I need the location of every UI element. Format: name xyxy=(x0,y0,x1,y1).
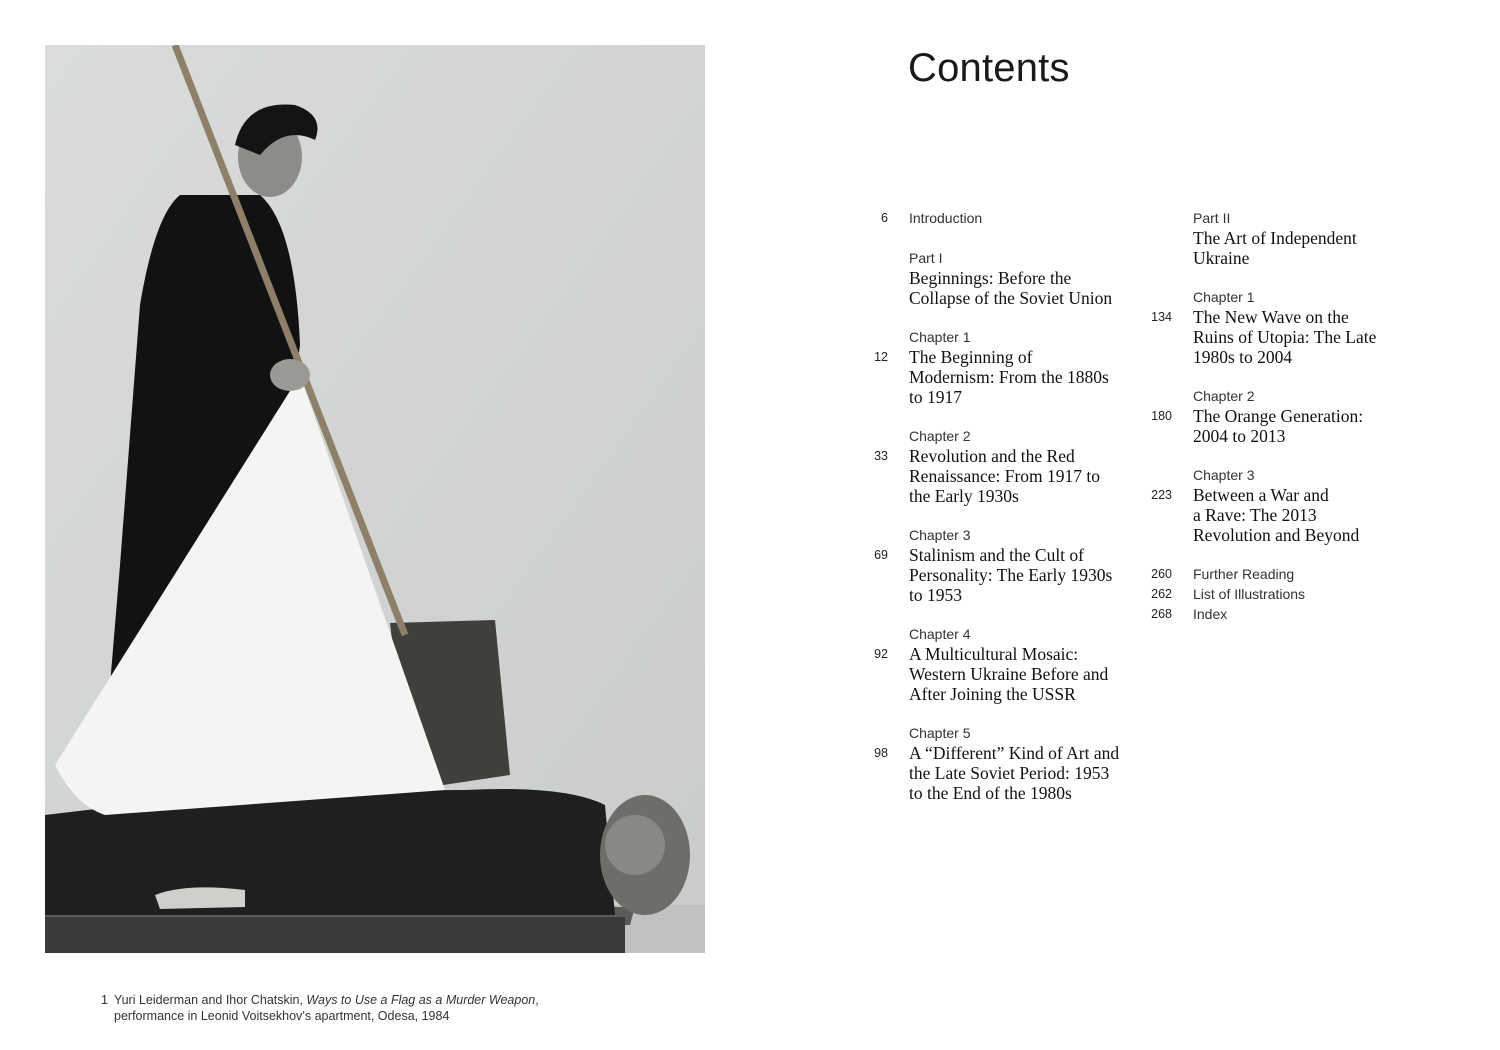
toc-title-line: Between a War and xyxy=(1193,485,1329,506)
toc-entry xyxy=(1151,465,1360,546)
toc-entry-label: Chapter 4 xyxy=(909,625,971,642)
toc-entry-title xyxy=(909,446,1100,506)
toc-title-line: Collapse of the Soviet Union xyxy=(909,287,1113,308)
toc-page-number: 268 xyxy=(1151,607,1172,621)
toc-entry-label: Chapter 1 xyxy=(1193,289,1255,306)
toc-title-line: Beginnings: Before the xyxy=(909,267,1072,288)
toc-title-line: to 1917 xyxy=(909,386,962,407)
toc-entry-label: Chapter 3 xyxy=(1193,467,1255,484)
toc-title-line: The New Wave on the xyxy=(1193,307,1349,328)
toc-entry-title xyxy=(1193,485,1359,545)
toc-title-line: Revolution and the Red xyxy=(909,445,1075,466)
toc-entry-label: Chapter 1 xyxy=(909,328,971,345)
toc-entry xyxy=(874,426,1101,506)
toc-entry xyxy=(909,248,1112,308)
toc-entry xyxy=(1151,287,1377,368)
toc-entry-label: List of Illustrations xyxy=(1193,586,1306,603)
toc-title-line: 2004 to 2013 xyxy=(1193,426,1286,447)
toc-entry-label: Chapter 5 xyxy=(909,724,971,741)
toc-entry xyxy=(1151,604,1228,624)
toc-page-number: 12 xyxy=(874,349,888,364)
toc-entry-label: Part I xyxy=(909,249,943,266)
caption-text: Yuri Leiderman and Ihor Chatskin, xyxy=(113,993,307,1007)
toc-title-line: After Joining the USSR xyxy=(909,683,1076,704)
photo-caption xyxy=(101,993,539,1024)
caption-line-1 xyxy=(101,993,539,1009)
toc-entry xyxy=(1151,584,1306,604)
caption-number: 1 xyxy=(101,993,108,1007)
toc-page-number: 134 xyxy=(1151,310,1172,325)
toc-page-number: 69 xyxy=(874,547,888,562)
toc-entry-label: Part II xyxy=(1193,210,1231,226)
toc-title-line: A Multicultural Mosaic: xyxy=(909,643,1079,664)
toc-entry-title xyxy=(909,743,1119,803)
toc-title-line: The Beginning of xyxy=(909,346,1033,367)
caption-punct: , xyxy=(535,993,539,1007)
performance-photo xyxy=(45,45,705,953)
toc-entry xyxy=(874,525,1113,605)
toc-entry-label: Index xyxy=(1193,606,1228,622)
toc-entry xyxy=(1193,208,1357,268)
caption-line-2: performance in Leonid Voitsekhov’s apartment, Odesa, 1984 xyxy=(114,1008,450,1023)
toc-entry xyxy=(1151,564,1295,584)
toc-entry-label: Chapter 3 xyxy=(909,526,971,543)
toc-title-line: Renaissance: From 1917 to xyxy=(909,465,1101,486)
toc-page-number: 98 xyxy=(874,745,888,760)
toc-page-number: 180 xyxy=(1151,409,1172,424)
toc-title-line: Personality: The Early 1930s xyxy=(909,564,1113,585)
toc-title-line: a Rave: The 2013 xyxy=(1193,505,1317,526)
page-title: Contents xyxy=(908,46,1070,90)
toc-page-number: 33 xyxy=(874,448,888,463)
toc-title-line: Ruins of Utopia: The Late xyxy=(1193,327,1377,348)
caption-artwork-title: Ways to Use a Flag as a Murder Weapon xyxy=(306,993,536,1007)
toc-entry-title xyxy=(909,644,1108,704)
toc-title-line: Ukraine xyxy=(1193,248,1250,268)
toc-entry-label: Chapter 2 xyxy=(1193,388,1255,405)
toc-title-line: Western Ukraine Before and xyxy=(909,663,1109,684)
toc-entry-title xyxy=(1193,406,1363,446)
toc-title-line: Revolution and Beyond xyxy=(1193,525,1360,546)
toc-entry xyxy=(881,208,983,228)
toc-entry-title xyxy=(909,545,1112,605)
toc-entry-title xyxy=(909,347,1109,407)
toc-title-line: A “Different” Kind of Art and xyxy=(909,742,1120,763)
toc-title-line: The Orange Generation: xyxy=(1193,406,1364,427)
toc-entry xyxy=(1151,386,1364,447)
toc-entry-title xyxy=(1193,307,1376,367)
toc-page-number: 223 xyxy=(1151,488,1172,503)
toc-page-number: 260 xyxy=(1151,567,1172,582)
toc-page-number: 262 xyxy=(1151,587,1172,602)
toc-title-line: Stalinism and the Cult of xyxy=(909,544,1084,565)
toc-title-line: 1980s to 2004 xyxy=(1193,347,1293,368)
toc-entry-label: Chapter 2 xyxy=(909,427,971,444)
toc-entry-label: Further Reading xyxy=(1193,566,1295,583)
toc-title-line: Modernism: From the 1880s xyxy=(909,366,1109,387)
toc-entry-label: Introduction xyxy=(909,210,983,226)
toc-entry-title xyxy=(909,268,1112,308)
toc-title-line: to 1953 xyxy=(909,584,962,605)
toc-entry xyxy=(874,624,1109,704)
toc-title-line: The Art of Independent xyxy=(1193,228,1357,248)
toc-entry-title xyxy=(1193,228,1357,268)
toc-page-number: 6 xyxy=(881,211,888,225)
toc-page-number: 92 xyxy=(874,646,888,661)
toc-entry xyxy=(874,723,1120,803)
toc-entry xyxy=(874,327,1109,407)
toc-title-line: the Early 1930s xyxy=(909,485,1019,506)
toc-title-line: to the End of the 1980s xyxy=(909,782,1072,803)
toc-title-line: the Late Soviet Period: 1953 xyxy=(909,762,1110,783)
